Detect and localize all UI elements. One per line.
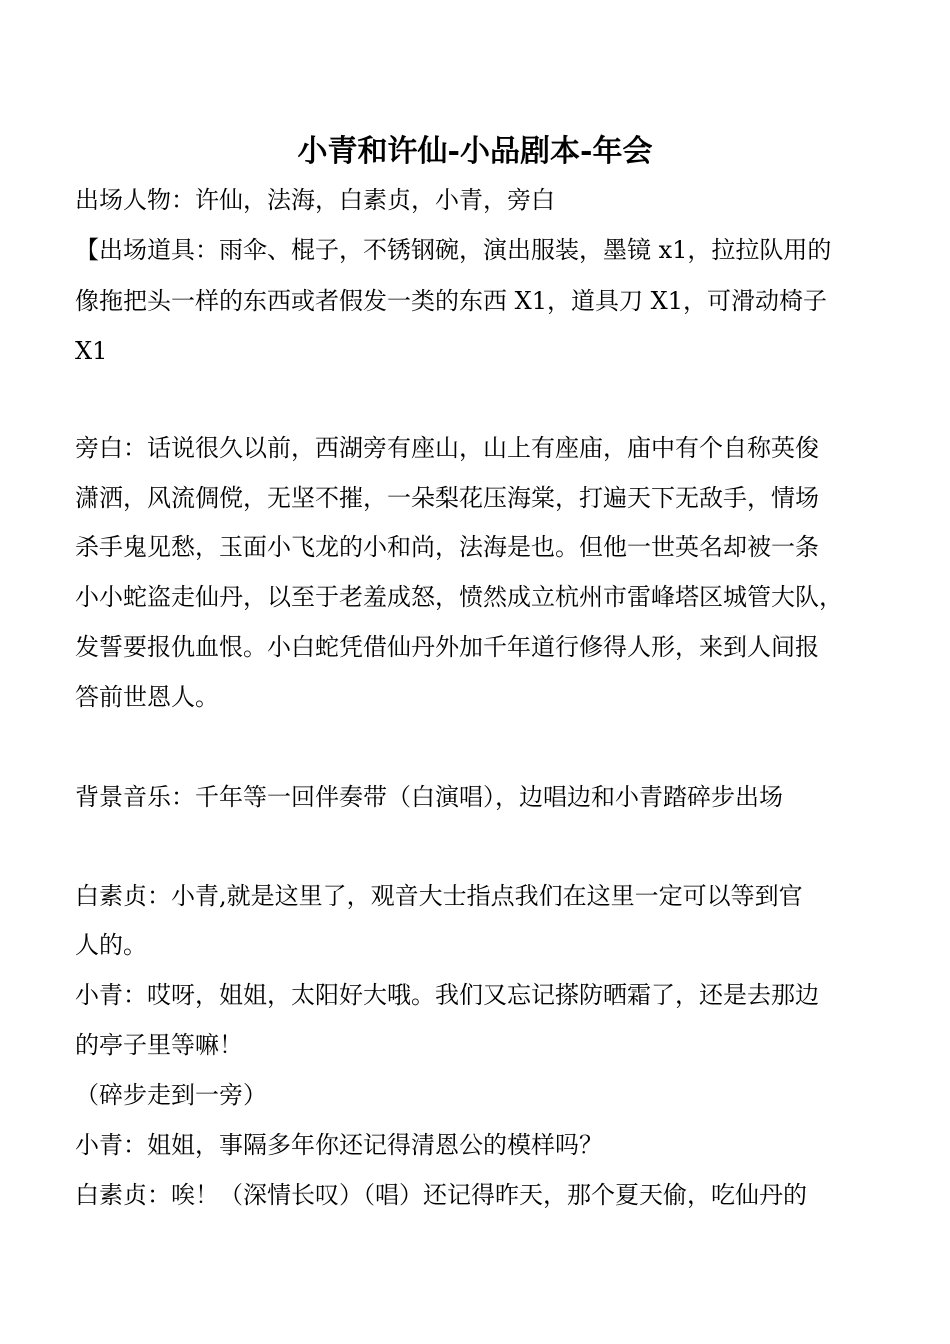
document-title: 小青和许仙-小品剧本-年会: [297, 134, 653, 169]
text-line: 出场人物：许仙，法海，白素贞，小青，旁白: [75, 186, 555, 214]
text-line: 旁白：话说很久以前，西湖旁有座山，山上有座庙，庙中有个自称英俊: [75, 434, 819, 462]
text-line: （碎步走到一旁）: [75, 1081, 267, 1109]
text-line: 背景音乐：千年等一回伴奏带（白演唱），边唱边和小青踏碎步出场: [75, 783, 783, 811]
text-line: 人的。: [75, 931, 147, 959]
text-line: X1: [75, 337, 108, 365]
text-line: 的亭子里等嘛！: [75, 1031, 243, 1059]
text-line: 小小蛇盗走仙丹，以至于老羞成怒，愤然成立杭州市雷峰塔区城管大队，: [75, 583, 843, 611]
text-line: 小青：姐姐，事隔多年你还记得清恩公的模样吗？: [75, 1131, 603, 1159]
text-line: 发誓要报仇血恨。小白蛇凭借仙丹外加千年道行修得人形，来到人间报: [75, 633, 819, 661]
text-line: 像拖把头一样的东西或者假发一类的东西 X1，道具刀 X1，可滑动椅子: [75, 287, 827, 315]
text-line: 白素贞：唉！（深情长叹）（唱）还记得昨天，那个夏天偷，吃仙丹的: [75, 1181, 807, 1209]
text-line: 小青：哎呀，姐姐，太阳好大哦。我们又忘记搽防晒霜了，还是去那边: [75, 981, 819, 1009]
text-line: 【出场道具：雨伞、棍子，不锈钢碗，演出服装，墨镜 x1，拉拉队用的: [75, 236, 832, 264]
text-line: 白素贞：小青,就是这里了，观音大士指点我们在这里一定可以等到官: [75, 882, 803, 910]
text-line: 答前世恩人。: [75, 683, 219, 711]
text-line: 杀手鬼见愁，玉面小飞龙的小和尚，法海是也。但他一世英名却被一条: [75, 533, 819, 561]
text-line: 潇洒，风流倜傥，无坚不摧，一朵梨花压海棠，打遍天下无敌手，情场: [75, 484, 819, 512]
